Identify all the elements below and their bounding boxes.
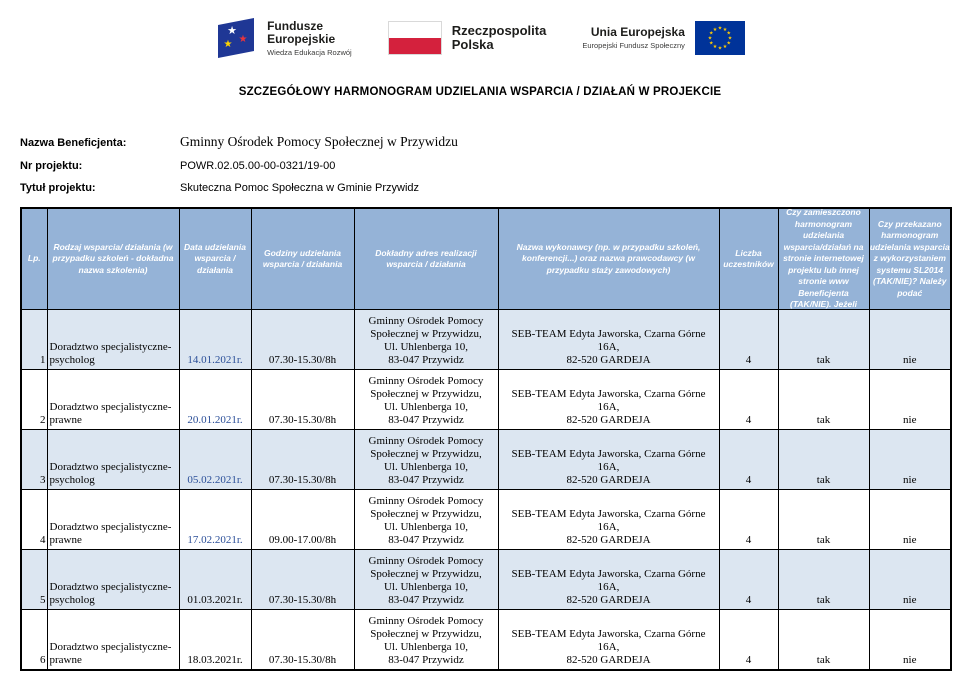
date-link[interactable]: 17.02.2021r. <box>187 534 243 546</box>
cell-address: Gminny Ośrodek Pomocy Społecznej w Przywidzu, Ul. Uhlenberga 10, 83-047 Przywidz <box>354 310 498 370</box>
table-row <box>21 310 951 370</box>
beneficiary-value: Gminny Ośrodek Pomocy Społecznej w Przywidzu <box>180 134 458 149</box>
beneficiary-label: Nazwa Beneficjenta: <box>20 137 127 149</box>
svg-text:★: ★ <box>726 40 731 47</box>
project-number-value: POWR.02.05.00-00-0321/19-00 <box>180 160 336 172</box>
svg-text:★: ★ <box>223 39 233 50</box>
project-title-row <box>20 182 960 194</box>
svg-text:★: ★ <box>712 26 718 33</box>
table-row <box>21 430 951 490</box>
cell-published-www: tak <box>778 490 869 550</box>
svg-text:★: ★ <box>712 44 718 51</box>
svg-text:★: ★ <box>708 30 714 37</box>
cell-hours: 09.00-17.00/8h <box>251 490 354 550</box>
date-text: 01.03.2021r. <box>187 594 243 606</box>
cell-sl2014: nie <box>869 430 951 490</box>
fundusze-europejskie-subtitle: Wiedza Edukacja Rozwój <box>267 47 352 57</box>
fundusze-europejskie-flag-icon <box>215 16 257 60</box>
cell-hours: 07.30-15.30/8h <box>251 610 354 670</box>
cell-date <box>179 610 251 670</box>
date-link[interactable]: 14.01.2021r. <box>187 354 243 366</box>
table-body <box>21 310 951 670</box>
table-row <box>21 370 951 430</box>
cell-date <box>179 370 251 430</box>
svg-text:★: ★ <box>707 35 713 42</box>
cell-support-type: Doradztwo specjalistyczne-psycholog <box>47 310 179 370</box>
svg-text:★: ★ <box>708 40 714 47</box>
date-link[interactable]: 05.02.2021r. <box>187 474 243 486</box>
logo-unia-europejska <box>582 21 745 55</box>
page-title: SZCZEGÓŁOWY HARMONOGRAM UDZIELANIA WSPARCIA / DZIAŁAŃ W PROJEKCIE <box>238 86 722 98</box>
project-number-label: Nr projektu: <box>20 160 83 172</box>
cell-contractor: SEB-TEAM Edyta Jaworska, Czarna Górne 16A, 82-520 GARDEJA <box>498 490 719 550</box>
cell-sl2014: nie <box>869 370 951 430</box>
cell-date <box>179 550 251 610</box>
cell-support-type: Doradztwo specjalistyczne-prawne <box>47 370 179 430</box>
cell-support-type: Doradztwo specjalistyczne-prawne <box>47 610 179 670</box>
poland-flag-icon <box>388 21 442 55</box>
logo-fundusze-europejskie <box>215 16 352 60</box>
svg-text:★: ★ <box>238 34 248 45</box>
header-czy-zamieszczono-www: Czy zamieszczono harmonogram udzielania wsparcia/działań na stronie internetowej projektu lub innej stronie www Beneficjenta (TAK/NIE). Jeżeli <box>778 208 869 310</box>
project-title-label: Tytuł projektu: <box>20 182 96 194</box>
svg-text:★: ★ <box>227 25 238 37</box>
unia-europejska-subtitle: Europejski Fundusz Społeczny <box>582 41 685 50</box>
date-link[interactable]: 20.01.2021r. <box>187 414 243 426</box>
cell-contractor: SEB-TEAM Edyta Jaworska, Czarna Górne 16A, 82-520 GARDEJA <box>498 310 719 370</box>
svg-text:★: ★ <box>726 30 731 37</box>
project-number-row <box>20 160 960 172</box>
table-row <box>21 490 951 550</box>
date-text: 18.03.2021r. <box>187 653 243 666</box>
rzeczpospolita-polska-title: Rzeczpospolita Polska <box>451 23 547 52</box>
cell-contractor: SEB-TEAM Edyta Jaworska, Czarna Górne 16A, 82-520 GARDEJA <box>498 430 719 490</box>
cell-support-type: Doradztwo specjalistyczne-psycholog <box>47 430 179 490</box>
header-wykonawca: Nazwa wykonawcy (np. w przypadku szkoleń, konferencji...) oraz nazwa prawcodawcy (w przypadku staży zawodowych) <box>498 208 719 310</box>
table-header-row <box>21 208 951 310</box>
header-lp: Lp. <box>21 208 47 310</box>
header-godziny: Godziny udzielania wsparcia / działania <box>251 208 354 310</box>
cell-lp: 4 <box>21 490 47 550</box>
cell-support-type: Doradztwo specjalistyczne-prawne <box>47 490 179 550</box>
cell-lp: 3 <box>21 430 47 490</box>
cell-date <box>179 430 251 490</box>
cell-sl2014: nie <box>869 490 951 550</box>
cell-contractor: SEB-TEAM Edyta Jaworska, Czarna Górne 16A, 82-520 GARDEJA <box>498 550 719 610</box>
cell-address: Gminny Ośrodek Pomocy Społecznej w Przywidzu, Ul. Uhlenberga 10, 83-047 Przywidz <box>354 370 498 430</box>
cell-date <box>179 490 251 550</box>
cell-date <box>179 310 251 370</box>
cell-support-type: Doradztwo specjalistyczne-psycholog <box>47 550 179 610</box>
cell-lp: 1 <box>21 310 47 370</box>
project-info <box>20 134 960 194</box>
project-title-value: Skuteczna Pomoc Społeczna w Gminie Przywidz <box>180 182 420 194</box>
table-row <box>21 550 951 610</box>
cell-lp: 5 <box>21 550 47 610</box>
table-row <box>21 610 951 670</box>
logo-rzeczpospolita-polska <box>388 21 547 55</box>
cell-hours: 07.30-15.30/8h <box>251 310 354 370</box>
logo-strip <box>0 0 960 62</box>
cell-contractor: SEB-TEAM Edyta Jaworska, Czarna Górne 16A, 82-520 GARDEJA <box>498 610 719 670</box>
cell-published-www: tak <box>778 370 869 430</box>
eu-flag-icon <box>695 21 745 55</box>
cell-address: Gminny Ośrodek Pomocy Społecznej w Przywidzu, Ul. Uhlenberga 10, 83-047 Przywidz <box>354 610 498 670</box>
cell-published-www: tak <box>778 430 869 490</box>
header-data-udzielania: Data udzielania wsparcia / działania <box>179 208 251 310</box>
svg-text:★: ★ <box>717 45 723 52</box>
header-adres: Dokładny adres realizacji wsparcia / działania <box>354 208 498 310</box>
svg-text:★: ★ <box>722 26 728 33</box>
cell-participants: 4 <box>719 550 778 610</box>
unia-europejska-title: Unia Europejska <box>590 25 685 39</box>
cell-hours: 07.30-15.30/8h <box>251 430 354 490</box>
cell-address: Gminny Ośrodek Pomocy Społecznej w Przywidzu, Ul. Uhlenberga 10, 83-047 Przywidz <box>354 550 498 610</box>
cell-address: Gminny Ośrodek Pomocy Społecznej w Przywidzu, Ul. Uhlenberga 10, 83-047 Przywidz <box>354 430 498 490</box>
header-liczba-uczestnikow: Liczba uczestników <box>719 208 778 310</box>
cell-published-www: tak <box>778 310 869 370</box>
cell-contractor: SEB-TEAM Edyta Jaworska, Czarna Górne 16A, 82-520 GARDEJA <box>498 370 719 430</box>
schedule-table <box>20 207 952 671</box>
cell-hours: 07.30-15.30/8h <box>251 370 354 430</box>
cell-published-www: tak <box>778 610 869 670</box>
cell-participants: 4 <box>719 370 778 430</box>
cell-lp: 6 <box>21 610 47 670</box>
fundusze-europejskie-title: Fundusze Europejskie <box>267 18 336 46</box>
cell-participants: 4 <box>719 490 778 550</box>
cell-participants: 4 <box>719 430 778 490</box>
cell-sl2014: nie <box>869 550 951 610</box>
cell-hours: 07.30-15.30/8h <box>251 550 354 610</box>
cell-participants: 4 <box>719 610 778 670</box>
cell-sl2014: nie <box>869 310 951 370</box>
svg-text:★: ★ <box>717 25 723 32</box>
beneficiary-row <box>20 134 960 150</box>
cell-lp: 2 <box>21 370 47 430</box>
header-rodzaj-wsparcia: Rodzaj wsparcia/ działania (w przypadku szkoleń - dokładna nazwa szkolenia) <box>47 208 179 310</box>
cell-address: Gminny Ośrodek Pomocy Społecznej w Przywidzu, Ul. Uhlenberga 10, 83-047 Przywidz <box>354 490 498 550</box>
svg-text:★: ★ <box>722 44 728 51</box>
svg-text:★: ★ <box>727 35 733 42</box>
cell-published-www: tak <box>778 550 869 610</box>
cell-sl2014: nie <box>869 610 951 670</box>
header-czy-przekazano-sl2014: Czy przekazano harmonogram udzielania wsparcia z wykorzystaniem systemu SL2014 (TAK/NIE)? Należy podać <box>869 208 951 310</box>
cell-participants: 4 <box>719 310 778 370</box>
